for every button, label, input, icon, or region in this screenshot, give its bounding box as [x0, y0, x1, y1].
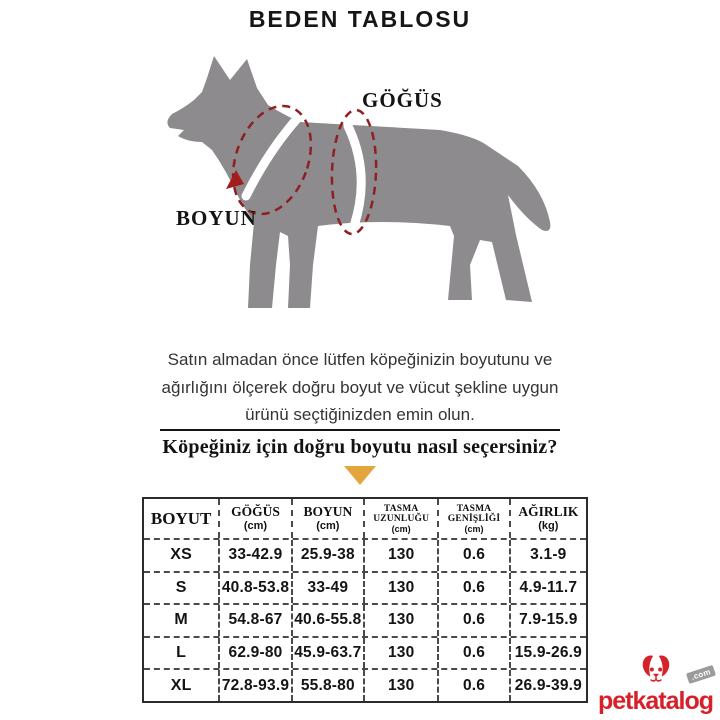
neck-cell: 55.8-80	[291, 670, 363, 701]
neck-cell: 33-49	[291, 573, 363, 604]
header-boyut: BOYUT	[150, 508, 212, 528]
leash-width-cell: 0.6	[437, 670, 508, 701]
neck-label: BOYUN	[176, 206, 257, 230]
intro-line-1: Satın almadan önce lütfen köpeğinizin boyutunu ve	[167, 350, 553, 369]
size-cell: L	[176, 644, 187, 662]
chest-label: GÖĞÜS	[362, 88, 443, 112]
petkatalog-logo	[585, 654, 715, 716]
header-agirlik: AĞIRLIK (kg)	[509, 499, 586, 538]
chest-cell: 40.8-53.8	[218, 573, 290, 604]
weight-cell: 26.9-39.9	[509, 670, 586, 701]
page-title: BEDEN TABLOSU	[248, 6, 472, 32]
size-cell: M	[174, 611, 188, 629]
leash-width-cell: 0.6	[437, 638, 508, 669]
table-row-l	[144, 636, 586, 669]
header-tasma-genisligi: TASMA GENİŞLİĞİ (cm)	[437, 499, 508, 538]
neck-cell: 45.9-63.7	[291, 638, 363, 669]
weight-cell: 7.9-15.9	[509, 605, 586, 636]
chest-cell: 54.8-67	[218, 605, 290, 636]
dog-measurement-diagram	[150, 50, 580, 344]
neck-cell: 40.6-55.8	[291, 605, 363, 636]
leash-length-cell: 130	[363, 540, 437, 571]
down-arrow-icon	[344, 466, 376, 485]
leash-width-cell: 0.6	[437, 605, 508, 636]
leash-length-cell: 130	[363, 573, 437, 604]
header-tasma-uzunlugu: TASMA UZUNLUĞU (cm)	[363, 499, 437, 538]
neck-cell: 25.9-38	[291, 540, 363, 571]
weight-cell: 4.9-11.7	[509, 573, 586, 604]
chest-cell: 62.9-80	[218, 638, 290, 669]
leash-width-cell: 0.6	[437, 573, 508, 604]
table-row-xs	[144, 538, 586, 571]
logo-wordmark: petkatalog	[597, 687, 713, 715]
section-header	[160, 429, 560, 485]
logo-com-badge: .com	[686, 665, 716, 684]
section-heading: Köpeğiniz için doğru boyutu nasıl seçersiniz?	[162, 436, 558, 458]
size-cell: XS	[170, 546, 193, 564]
table-row-xl	[144, 668, 586, 701]
leash-length-cell: 130	[363, 638, 437, 669]
intro-paragraph	[0, 346, 720, 429]
header-gogus: GÖĞÜS (cm)	[218, 499, 290, 538]
leash-length-cell: 130	[363, 670, 437, 701]
weight-cell: 3.1-9	[509, 540, 586, 571]
size-cell: S	[175, 578, 187, 596]
dog-face-icon	[639, 654, 673, 684]
size-table	[142, 497, 588, 703]
header-boyun: BOYUN (cm)	[291, 499, 363, 538]
intro-line-3: ürünü seçtiğinizden emin olun.	[245, 405, 475, 424]
weight-cell: 15.9-26.9	[509, 638, 586, 669]
size-cell: XL	[170, 676, 192, 694]
chest-cell: 72.8-93.9	[218, 670, 290, 701]
table-row-m	[144, 603, 586, 636]
leash-width-cell: 0.6	[437, 540, 508, 571]
table-header-row	[144, 499, 586, 538]
intro-line-2: ağırlığını ölçerek doğru boyut ve vücut şekline uygun	[161, 377, 559, 397]
chest-cell: 33-42.9	[218, 540, 290, 571]
leash-length-cell: 130	[363, 605, 437, 636]
table-row-s	[144, 571, 586, 604]
